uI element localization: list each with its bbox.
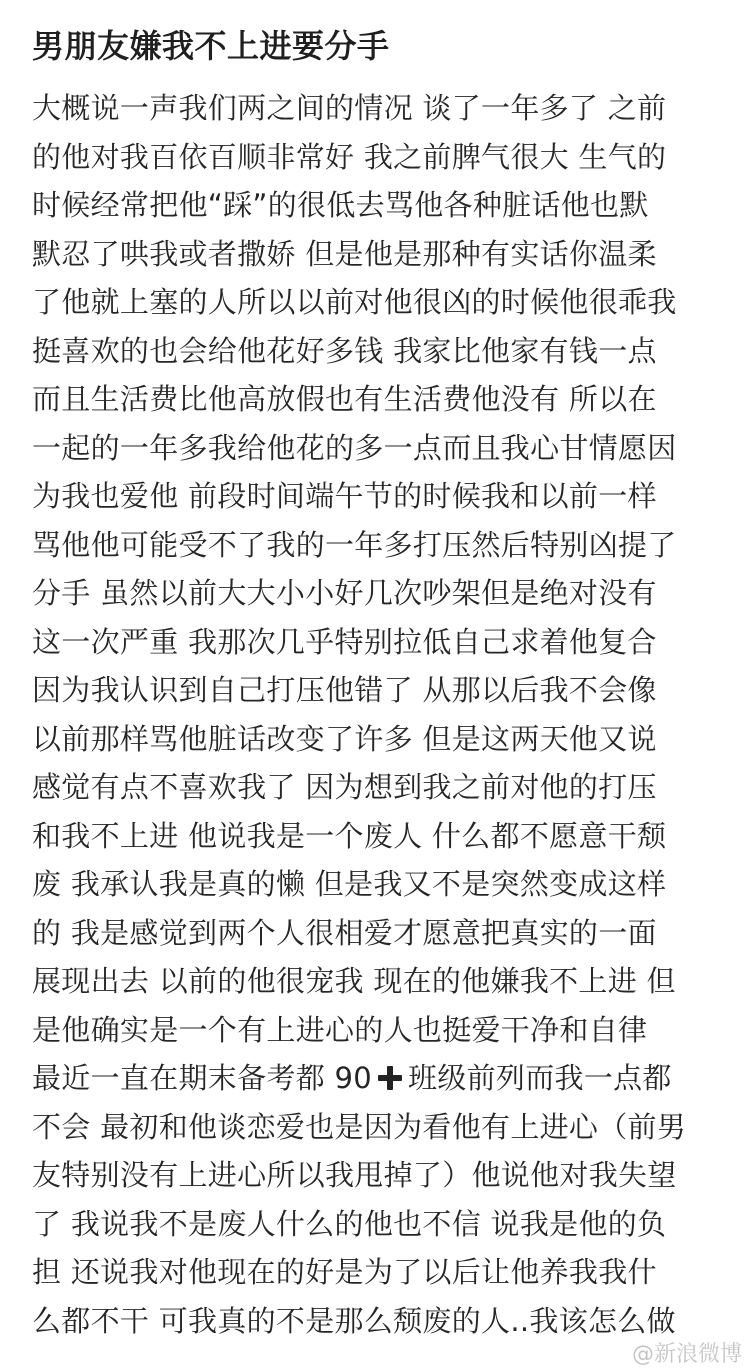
body-line: 而且生活费比他高放假也有生活费他没有 所以在 — [32, 382, 657, 416]
body-line: 因为我认识到自己打压他错了 从那以后我不会像 — [32, 673, 657, 707]
body-line: 一起的一年多我给他花的多一点而且我心甘情愿因 — [32, 430, 677, 465]
body-line: 是他确实是一个有上进心的人也挺爱干净和自律 — [32, 1012, 648, 1047]
body-line: 友特别没有上进心所以我甩掉了）他说他对我失望 — [32, 1158, 677, 1192]
body-line: 和我不上进 他说我是一个废人 什么都不愿意干颓 — [32, 818, 667, 853]
body-line: 时候经常把他“踩”的很低去骂他各种脏话他也默 — [32, 188, 649, 222]
body-line: 默忍了哄我或者撒娇 但是他是那种有实话你温柔 — [32, 236, 657, 271]
body-line: 了他就上塞的人所以以前对他很凶的时候他很乖我 — [32, 285, 677, 319]
body-line: 分手 虽然以前大大小小好几次吵架但是绝对没有 — [32, 576, 657, 610]
body-line: 不会 最初和他谈恋爱也是因为看他有上进心（前男 — [32, 1109, 687, 1144]
body-line: 感觉有点不喜欢我了 因为想到我之前对他的打压 — [32, 770, 657, 804]
body-line-score — [32, 1054, 732, 1103]
score-text-before: 最近一直在期末备考都 90 — [32, 1061, 373, 1095]
body-line: 废 我承认我是真的懒 但是我又不是突然变成这样 — [32, 867, 667, 901]
post-title: 男朋友嫌我不上进要分手 — [32, 27, 390, 65]
plus-icon — [378, 1066, 402, 1090]
body-line: 以前那样骂他脏话改变了许多 但是这两天他又说 — [32, 721, 657, 756]
body-line: 担 还说我对他现在的好是为了以后让他养我我什 — [32, 1255, 657, 1289]
body-line: 展现出去 以前的他很宠我 现在的他嫌我不上进 但 — [32, 964, 676, 998]
body-line: 大概说一声我们两之间的情况 谈了一年多了 之前 — [32, 91, 667, 125]
watermark: @新浪微博 — [631, 1342, 742, 1367]
body-line: 骂他他可能受不了我的一年多打压然后特别凶提了 — [32, 527, 677, 562]
post-body — [32, 84, 732, 1345]
body-line: 这一次严重 我那次几乎特别拉低自己求着他复合 — [32, 624, 657, 659]
body-line: 了 我说我不是废人什么的他也不信 说我是他的负 — [32, 1206, 667, 1241]
body-line: 挺喜欢的也会给他花好多钱 我家比他家有钱一点 — [32, 333, 657, 368]
body-line: 为我也爱他 前段时间端午节的时候我和以前一样 — [32, 479, 657, 513]
score-text-after: 班级前列而我一点都 — [408, 1061, 672, 1095]
body-line: 的 我是感觉到两个人很相爱才愿意把真实的一面 — [32, 915, 657, 950]
body-line: 么都不干 可我真的不是那么颓废的人..我该怎么做 — [32, 1303, 676, 1338]
body-line: 的他对我百依百顺非常好 我之前脾气很大 生气的 — [32, 139, 667, 174]
